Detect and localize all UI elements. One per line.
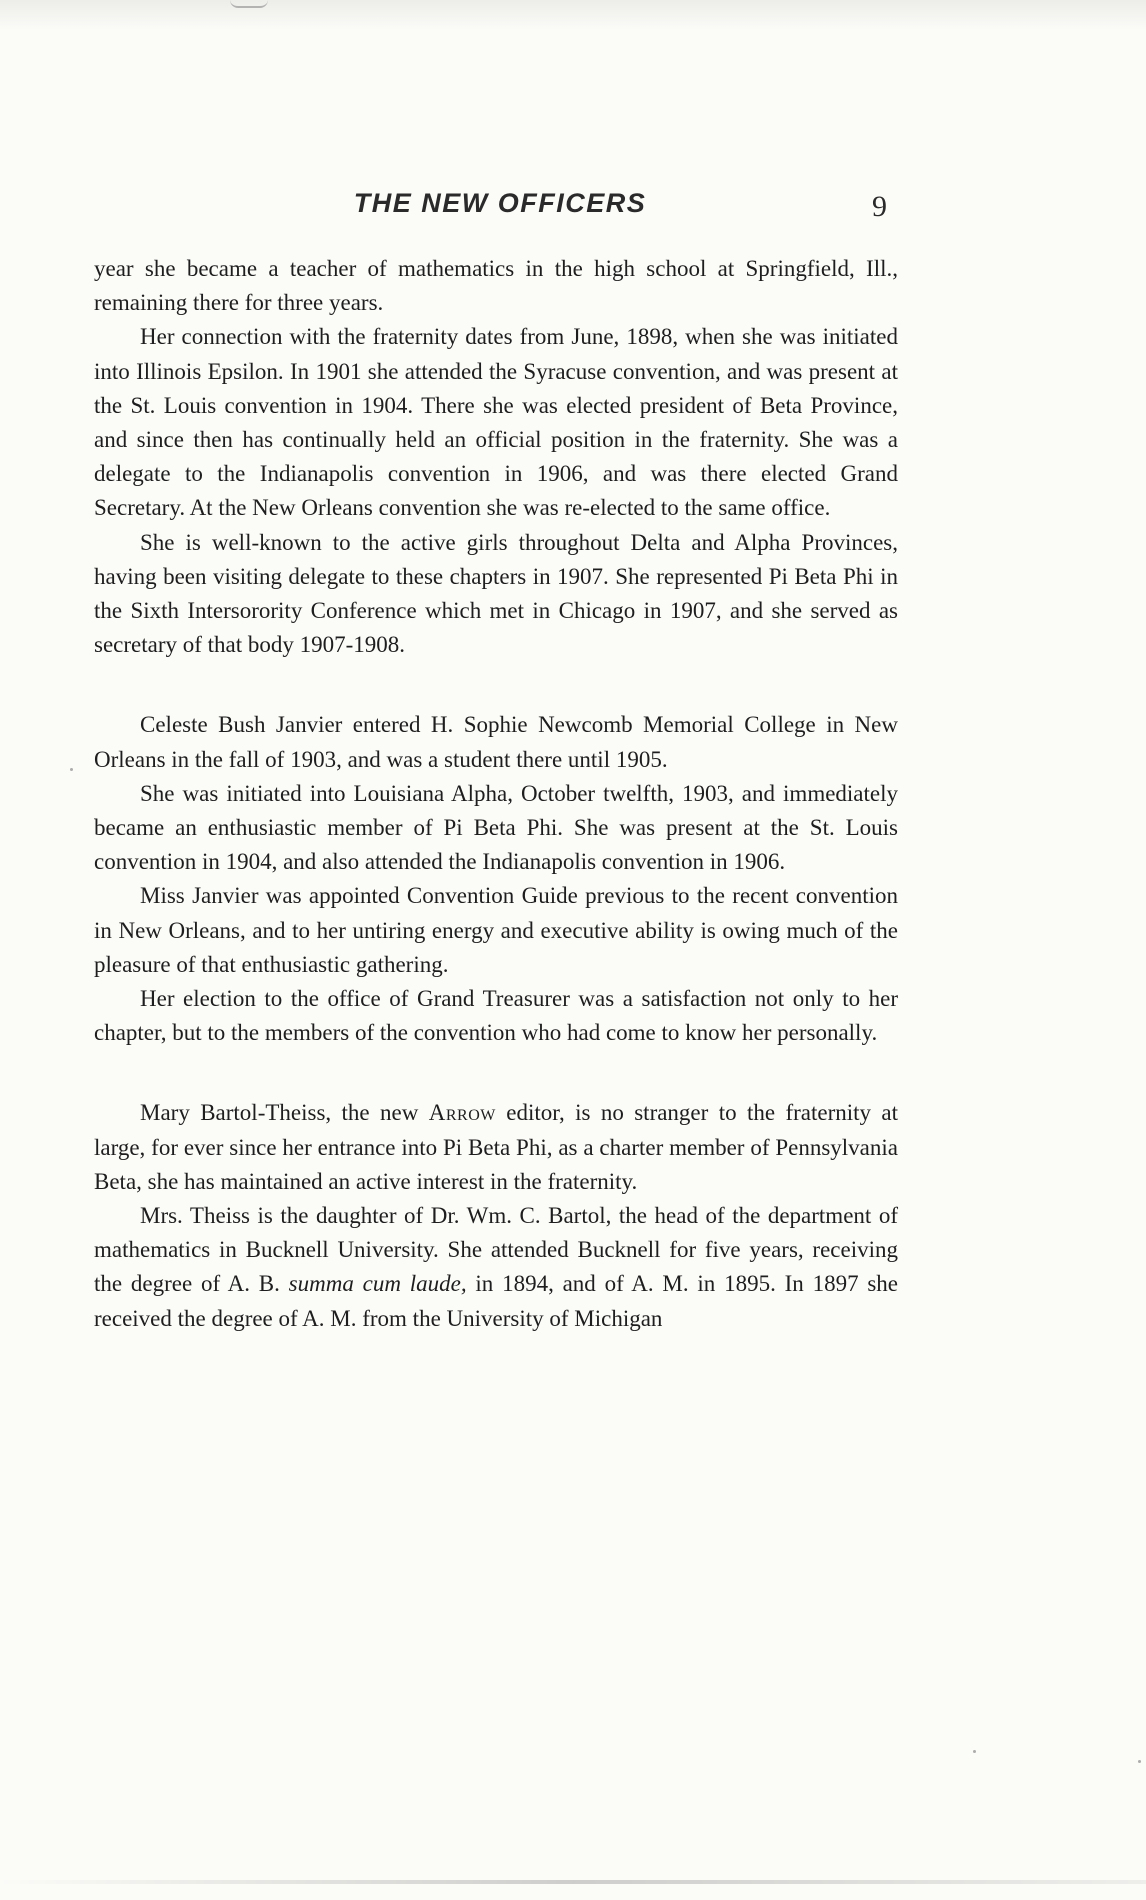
paragraph-9 [94,1199,898,1336]
paragraph-9-text-a: Mrs. Theiss is the daughter of Dr. Wm. C. Bartol, the head of the department of mathematics in Bucknell University. She attended Bucknell for five years, receiving the degree of A. B. [94,1203,898,1297]
latin-honor-italic: summa cum laude, [288,1271,467,1297]
paper-speck [1138,1760,1141,1763]
paragraph-6: Miss Janvier was appointed Convention Guide previous to the recent convention in New Orleans, and to her untiring energy and executive ability is owing much of the pleasure of that enthusiastic gathering. [94,883,898,977]
paragraph-2: Her connection with the fraternity dates from June, 1898, when she was initiated into Illinois Epsilon. In 1901 she attended the Syracuse convention, and was present at the St. Louis convention in 1904. There she was elected president of Beta Province, and since then has continually held an official position in the fraternity. She was a delegate to the Indianapolis convention in 1906, and was there elected Grand Secretary. At the New Orleans convention she was re-elected to the same office. [94,324,898,521]
paragraph-5: She was initiated into Louisiana Alpha, October twelfth, 1903, and immediately became an enthusiastic member of Pi Beta Phi. She was present at the St. Louis convention in 1904, and also attended the Indianapolis convention in 1906. [94,780,898,875]
binding-mark [230,0,268,8]
running-title: THE NEW OFFICERS [353,188,647,218]
paragraph-3: She is well-known to the active girls throughout Delta and Alpha Provinces, having been visiting delegate to these chapters in 1907. She represented Pi Beta Phi in the Sixth Intersorority Conference which met in Chicago in 1907, and she served as secretary of that body 1907-1908. [94,529,898,658]
paragraph-1: year she became a teacher of mathematics in the high school at Springfield, Ill., remaining there for three years. [94,256,898,316]
paragraph-9-text-b: in 1894, and of A. M. in 1895. In 1897 she received the degree of A. M. from the University of Michigan [94,1271,899,1331]
bottom-edge-shadow [0,1880,1146,1884]
paper-speck [70,768,73,771]
paragraph-8 [94,1096,898,1199]
paragraph-4: Celeste Bush Janvier entered H. Sophie Newcomb Memorial College in New Orleans in the fall of 1903, and was a student there until 1905. [94,712,898,772]
paper-speck [973,1750,976,1753]
page-number: 9 [872,190,887,223]
paragraph-8-text-b: editor, is no stranger to the fraternity at large, for ever since her entrance into Pi Beta Phi, as a charter member of Pennsylvania Beta, she has maintained an active interest in the fraternity. [94,1100,899,1194]
body-text [94,252,898,1336]
paragraph-8-text-a: Mary Bartol-Theiss, the new [140,1100,419,1126]
paragraph-7: Her election to the office of Grand Treasurer was a satisfaction not only to her chapter, but to the members of the convention who had come to know her personally. [94,986,898,1046]
arrow-smallcaps: Arrow [428,1100,496,1126]
running-head [0,188,1146,228]
